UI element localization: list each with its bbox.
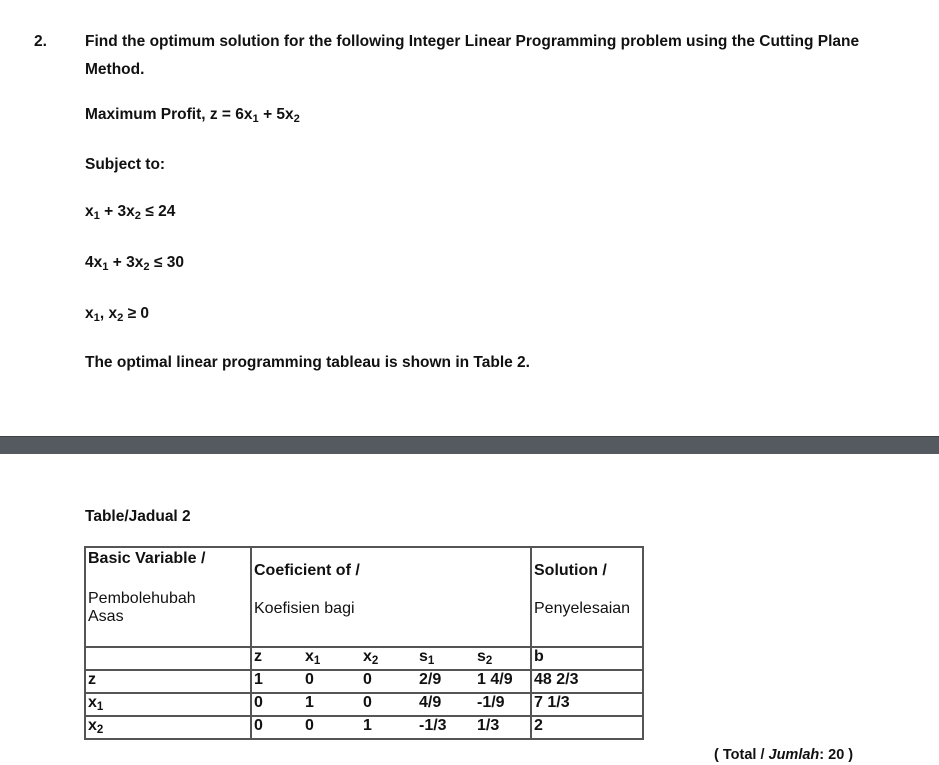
header-solution: Solution / Penyelesaian [531, 547, 643, 647]
cell: 0 [303, 670, 361, 693]
header-coefficient: Coeficient of / Koefisien bagi [251, 547, 531, 647]
row-basic-z: z [85, 670, 251, 693]
cell: 0 [254, 717, 263, 734]
constraint-1: $x_1 + 3x_2 \le 24$ [85, 203, 176, 222]
page-divider [0, 436, 939, 454]
column-header-s2: $s_2$ [475, 647, 531, 670]
column-header-x2: $x_2$ [361, 647, 417, 670]
question-number: 2. [34, 33, 47, 50]
cell: 0 [361, 670, 417, 693]
question-text-line1: Find the optimum solution for the following Integer Linear Programming problem using the Cutting Plane [85, 33, 860, 50]
tableau-note: The optimal linear programming tableau is shown in Table 2. [85, 354, 530, 371]
column-header-b: b [531, 647, 643, 670]
header-basic-variable: Basic Variable / Pembolehubah Asas [85, 547, 251, 647]
cell: 0 [251, 693, 303, 716]
cell: 1 [363, 717, 372, 734]
cell: -1/9 [475, 693, 531, 716]
non-negativity-constraint: $x_1$, $x_2 \ge 0$ [85, 305, 150, 324]
cell: 1 [303, 693, 361, 716]
cell: 1 4/9 [475, 670, 531, 693]
constraint-2: $4x_1 + 3x_2 \le 30$ [85, 254, 184, 273]
table-row [85, 670, 643, 693]
column-header-row [85, 647, 643, 670]
cell: 1 [251, 670, 303, 693]
cell: -1/3 [419, 717, 447, 734]
cell: 0 [305, 717, 314, 734]
cell: 2 [534, 717, 543, 734]
table-row [85, 716, 643, 739]
objective-function: Maximum Profit, $z = 6x_1 + 5x_2$ [85, 106, 300, 125]
column-header-z: z [251, 647, 303, 670]
table-row [85, 693, 643, 716]
total-marks: ( Total / Jumlah: 20 ) [714, 747, 854, 763]
simplex-tableau [84, 546, 644, 740]
subject-to-label: Subject to: [85, 156, 166, 173]
empty-cell [85, 647, 251, 670]
cell: 0 [361, 693, 417, 716]
column-header-x1: $x_1$ [303, 647, 361, 670]
row-basic-x2: $x_2$ [85, 716, 251, 739]
column-header-s1: $s_1$ [417, 647, 475, 670]
row-basic-x1: $x_1$ [85, 693, 251, 716]
cell: 7 1/3 [531, 693, 643, 716]
cell: 4/9 [417, 693, 475, 716]
cell: 48 2/3 [531, 670, 643, 693]
question-text-line2: Method. [85, 61, 145, 78]
table-caption: Table/Jadual 2 [85, 508, 191, 525]
cell: 1/3 [475, 716, 531, 739]
cell: 2/9 [417, 670, 475, 693]
